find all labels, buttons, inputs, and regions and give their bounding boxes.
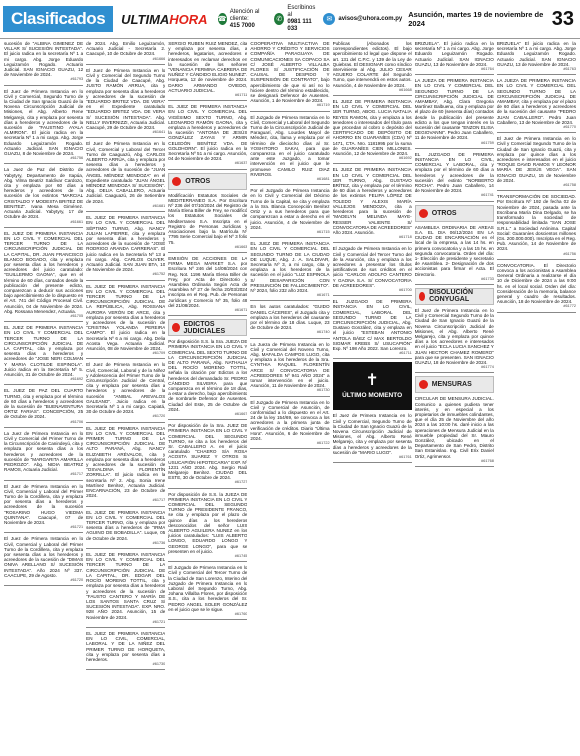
classified-ad [168, 193, 247, 253]
classified-ad [168, 565, 247, 620]
classified-ad [333, 99, 412, 164]
section-label: MENSURAS [431, 381, 472, 389]
page-number: 33 [551, 7, 574, 30]
ad-code: #61720 [70, 578, 84, 583]
column-1 [4, 41, 83, 752]
classified-ad [333, 41, 412, 96]
mail-icon: ✉ [323, 13, 335, 25]
classified-ad [497, 78, 576, 133]
section-header-otros [415, 205, 494, 222]
ad-code: #61692 [399, 156, 412, 161]
ad-code: #61760 [234, 612, 248, 617]
ad-code: #61681 [152, 203, 166, 208]
ad-text: sucesión de "ALBINA GIMENEZ DE VILLAR S/ SUCESIÓN INTESTADA". El juicio radica en la secretaría Nº 1 a mi cargo. Abg. Jorge Eduardo Leguizamón Rogado. Actuario Judicial. SAN IGNACIO GUAZU, 12 de Noviembre de 2024. [4, 41, 84, 78]
ad-text: Por el Juzgado de Primera Instancia en lo Civil y Comercial del Décimo Turno de la Capital, se cita y emplaza a la Sra. Blanca Concepción Benítez Ortiz y a sus herederos para que comparezcan a estar a derecho en el juicio. Asunción, 4 de Noviembre de 2024. [250, 188, 330, 230]
contact-info [218, 5, 409, 33]
ad-code: #61759 [481, 140, 494, 145]
ad-code: #61730 [152, 662, 166, 667]
ad-text: EL JUEZ DE PRIMERA INSTANCIA EN LO CIVIL Y COMERCIAL DEL 1ER TURNO, Abg. GUSTAVO BRÍTEZ, cita y emplaza por el término de 60 días a herederos y acreedores de los extintos FELIPA LÓPEZ DE TOLEDO Y ALEXIS MARÍA VALLEJOS MENDOZA, cita a herederos para la sucesión de "MADELYN MELINDA MAYE-RESSER VALIENTE S/ CONVOCATORIA DE ACREEDORES" Año 2024. Asunción. [332, 167, 412, 235]
classified-ad [168, 492, 247, 563]
classified-ad [86, 141, 165, 212]
ad-text: COOPERATIVA MULTIACTIVA DE AHORRO Y CRÉDITO Y SERVICIOS COMPAÑÍA PARAGUAYA DE COMUNICACIONES SA COPACO SA C/ JOSÉ ALBERTO VILLALBA FLORES S/ JUSTIFICACIÓN DE CAUSAL DE DESPIDO Y SUSPENSIÓN DE CONTRATO", bajo apercibimiento de que si así no lo hiciere dentro del término establecido, se designará Defensor de Ausentes. Asunción, 1 de Noviembre de 2024. [250, 41, 330, 104]
ad-code: #61721 [70, 525, 84, 530]
ad-code: #61793 [70, 77, 84, 82]
ad-code: #61727 [234, 480, 248, 485]
ad-code: #61661 [70, 219, 84, 224]
ad-text: Por disposición de la Sra. JUEZ DE PRIMERA INSTANCIA EN LO CIVIL Y COMERCIAL DEL SEGUNDO TURNO, se cita a los herederos del Sr. CABALLERO A. en el juicio caratulado "CHAERO S/A ROSA ACOSTA SUAREZ Y OTROS S/ USUCAPIÓN HIPOTECARIA" EXP. Nº 1231 AÑO 2024. Abg. Sergio Raúl Melgarejo Benítez. CIUDAD DEL ESTE, 30 de Octubre de 2024. [168, 423, 248, 481]
ad-code: #61772 [563, 304, 576, 309]
column-6 [415, 41, 494, 752]
ad-text: El Juzgado de Primera Instancia en lo Civil y Comercial de Asunción, de conformidad a lo dispuesto en el Art. 24 de la ley 154/69, se convoca a los acreedores a la primera junta de verificación de créditos. Diario "Última Hora". Asunción, 6 de Noviembre de 2024. [250, 399, 330, 442]
cross-icon: ✝ [365, 372, 379, 390]
ad-text: Por disposición S.S. la Sra. JUEZA DE PRIMERA INSTANCIA EN LO CIVIL Y COMERCIAL DEL SEXTO TURNO DE LA CIRCUNSCRIPCIÓN JUDICIAL DE ALTO PARANÁ, Abg. NATHALIA DEL ROCÍO MORENO TOTTIL, señala la citación por Edictos a los herederos del demandado Sr. PEDRO CÁNDIDO SILVEIRA para que comparezca en el término de 18 días, a estar a derecho, bajo apercibimiento de nombrarle Defensor de Ausentes. Ciudad del Este, 25 de Octubre de 2024. [168, 339, 248, 412]
classified-ad [415, 225, 494, 285]
whatsapp-icon: ✆ [274, 13, 284, 25]
ad-code: #61745 [234, 554, 248, 559]
ads-phone[interactable]: 0981 111 033 [287, 19, 312, 32]
ad-text: En los autos caratulados: "GUIDO DANIEL CÁCERES", el Juzgado cita y emplaza a los herederos del causante por el término de 18 días. Luque, 23 de Octubre de 2024. [250, 304, 330, 331]
classified-ad [415, 41, 494, 75]
ad-text: El Juez de Primera Instancia en lo Civil y Comercial Segundo Turno de la Ciudad de San Ignacio Guazú, cita y emplaza por quince días a los acreedores e interesados en el juicio "ROQUE DAVID RAMOS Y LEONOR MARÍA DE JESÚS VEGA". SAN IGNACIO GUAZU, 15 de Noviembre de 2024. [496, 136, 576, 183]
classified-ad [168, 256, 247, 316]
classified-ad [250, 342, 329, 397]
ad-code: #61717 [70, 472, 84, 477]
classified-ad [86, 426, 165, 507]
ad-code: #61768 [481, 458, 494, 463]
classified-ad [4, 167, 83, 227]
ad-code: #61641 [152, 130, 166, 135]
ad-text: EL JUEZ DE PRIMERA INSTANCIA EN LO CIVIL Y COMERCIAL DEL 1ER TURNO, ABOG. LUCIA NATALIA REYES RAMON, cita y emplaza a los tenedores o interesados del título para que procedan al cobro o depósito del CERTIFICADO DE DEPÓSITO DE AHORRO EN GUARANÍES (CDA) Nº 1471, CTA. Nro. 1181995 por la suma de GUARANÍES CIEN MILLONES. Asunción, 12 de Noviembre de 2024. [332, 99, 412, 157]
section-bullet-icon [172, 323, 179, 332]
ad-code: #61705 [70, 313, 84, 318]
ad-text: El Juez de Primera Instancia en lo Civil, Comercial y Laboral del Primer Turno de la Cordillera, cita y emplaza por sesenta días a herederos y acreedores de la sucesión "ROSARINO HUGO VIEDMA QUINTANA". Caacupé, 07 de Noviembre de 2024. [4, 483, 84, 526]
classified-ad [250, 188, 329, 238]
ad-code: #61736 [152, 540, 166, 545]
ad-text: EL JUEZ DE PRIMERA INSTANCIA EN LO CIVIL, COMERCIAL, LABORAL Y DE LA NIÑEZ DEL PRIMER TURNO DE HORQUETA, cita y emplaza por sesenta días a herederos. [86, 630, 166, 662]
section-label: OTROS [431, 209, 457, 217]
ad-text: EL JUEZ DE PAZ DEL CUARTO TURNO, cita y emplaza por el término de 60 días a herederos y acreedores de la sucesión de "BUENAVENTURA ORTIZ FARIAS". CONCEPCIÓN, 25 de Octubre de 2024. [4, 388, 84, 420]
section-bullet-icon [419, 292, 425, 301]
attention-label: Atención al cliente: [229, 8, 260, 22]
column-5 [333, 41, 412, 752]
attention-phone[interactable]: 415 7000 [229, 22, 255, 29]
ad-text: Publicas (Abonados los correspondientes edictos). El bajo apercibimiento Id legal que dispone el art. 131 del C.P.C. y 139 de la Ley de Quiebras. El DESIGNAR como síndico interviniente al Abg. JULIO CESAR AGUERO COLARTE del Segundo Turno, que intervendrá en estos autos. Asunción, 4 de Noviembre de 2024. [332, 41, 412, 88]
ad-text: Modificación Estatutos Sociales de MEDITERRANEO S.A. Por Escritura Nº 236 del 07/10/2024 del Registro de María Elena Biller de Frey, se modificó los Estatutos Sociales de Mediterraneo S.A. Inscripta en el Registro de Personas Jurídicas y Asociaciones bajo la Matrícula Nº 7795 Serie Comercial bajo el Nº 3 folio 75. [168, 192, 248, 245]
section-bullet-icon [419, 380, 428, 389]
ad-text: EL JUEZ DE PRIMERA INSTANCIA EN LO CIVIL Y COMERCIAL DEL TERCER TURNO DE LA CIRCUNSCRIPCIÓN JUDICIAL DE LA REPÚBLICA, Abg. ROSSANA AURORA VERÓN DE ARCE, cita y emplaza por sesenta días a herederos y acreedores de la sucesión de "CRISTINA YOLANDA PEREIRA CAMPO". El juicio radica en la Secretaría Nº 6 a mi cargo. Abg. Delia Acosta Vega. Actuaria Judicial. Asunción, 08 de Noviembre de 2024. [86, 283, 166, 351]
classified-ad [4, 484, 83, 534]
ad-text: EL JUEZ DE PRIMERA INSTANCIA EN LO CIVIL Y COMERCIAL DEL TERCER TURNO DE LA CIRCUNSCRIPCIÓN JUDICIAL DE LA CAPITAL, DR. EDGAR DEL ROCÍO MORENO TOTTIL, cita y emplaza por sesenta días a herederos y acreedores de la sucesión de "FAUSTO CANTERO Y MARÍA DE LOS SANTOS SANTA CRUZ S/ SUCESIÓN INTESTADA". EXP. NRO. 928 AÑO 2024. Asunción, 15 de Noviembre de 2024. [86, 552, 166, 620]
classified-ad [4, 325, 83, 385]
ad-text: La Jueza de Primera Instancia en lo Civil y Comercial del Noveno Turno, Abg. MAFALDA CAMPOS LUGO, cita y emplaza a los herederos de la Sra. CYNTHIA RAQUEL FLORENTÍN ARCE S/ CONVOCATORIA DE ACREEDORES Nº 941 AÑO 2024" a tomar intervención en el juicio. Asunción, 11 de Noviembre de 2024. [250, 341, 330, 389]
ad-text: El Juzgado de Primera Instancia en lo Civil, Comercial y Laboral del Segundo Turno de la Circunscripción Judicial de Paraguarí, Abg. Lourdes Mayol de Méndez, cita, llama y emplaza por el término de dieciocho días al Sr. YOSHITORO SAKAI, para que comparezca en el juicio caratulado ante este Juzgado, a tomar intervención en el juicio que le promueve CAMILO RUIZ DIAZ RIVEROS. [250, 114, 330, 177]
ad-text: EL JUEZ DE PRIMERA INSTANCIA EN LO CIVIL Y COMERCIAL DEL SÉPTIMO TURNO, Abg. NANCY JULIAN LAPIERRE, cita y emplaza por sesenta días a herederos y acreedores de la sucesión de "JOSÉ RODRIGO ARANDA CARRERAS". El juicio radica en la Secretaría Nº 13 a mi cargo. Abg. CARLOS OLIVER. Actuario Judicial. SAN JUAN BTA, 10 de Noviembre de 2024. [86, 215, 166, 273]
ad-code: #61637 [234, 161, 248, 166]
ad-text: CONVOCATORIA. El Directorio convoca a los accionistas a Asamblea General Ordinaria a realizarse el día 10 de Diciembre de 2024 a las 9:00 hs. en el local social. Orden del día: Consideración de la memoria, balance general y cuadro de resultados. Asunción, 18 de Noviembre de 2024. [496, 262, 576, 305]
classified-ad [497, 136, 576, 191]
classified-ad [333, 167, 412, 243]
classified-ad [168, 104, 247, 169]
ad-code: #61741 [481, 193, 494, 198]
classified-ad [168, 339, 247, 420]
ad-text: El Juez de Primera Instancia en lo Civil, Comercial y Laboral del Primer Turno de la Cordillera, cita y emplaza por sesenta días a los herederos y acreedores de la sucesión de "DIMAS ONIVA ARELLANO S/ SUCESIÓN INTESTADA". Año 2024 Nº 337. CAACUPE, 29 de Agosto. [4, 536, 84, 578]
ad-text: La Juez de Primera Instancia en lo Civil y Comercial del Primer Turno de la Circunscripción de Canindeyú, cita y emplaza por sesenta días a los herederos y acreedores de la sucesión de "MARGARITA AMARILLA PEDROZO". Abg. NIDIA BEATRIZ RAMOS, Actuaria Judicial. [4, 430, 84, 473]
classified-ad [250, 241, 329, 301]
ad-code: #61722 [316, 441, 330, 446]
ad-code: #61730 [316, 388, 330, 393]
ad-text: BRIZUELA". El juicio radica en la secretaría Nº 1 a mi cargo. Abg. Jorge Eduardo Leguizamón Rogado. Actuario Judicial. SAN IGNACIO GUAZU, 13 de Noviembre de 2024. [414, 41, 494, 67]
ad-text: El Juzgado de Primera Instancia en lo Civil y Comercial del Tercer Turno del de la Asunción, cita y emplaza a los acreedores a presentar los títulos justificativos de sus créditos en el juicio "CARLOS ADOLFO CANTERO Y GAONA S.A. S/ CONVOCATORIA DE ACREEDORES". [332, 246, 412, 288]
ad-text: El Juez de Primera Instancia en lo Civil y Comercial, Segundo Turno de la Ciudad de San Ignacio Guazú de la Novena Circunscripción Judicial de Misiones, el Abg. Alberto Rene Melgarejo, cita y emplaza por sesenta días a herederos y acreedores de la sucesión de "FAUSTINO AYALA ALMIRON". El juicio radica en la secretaría Nº 1 a mi cargo. Abg. Jorge Eduardo Leguizamón Rogado. Actuario Judicial. SAN IGNACIO GUAZU, 8 de Noviembre de 2024. [4, 88, 84, 157]
section-label: EDICTOS JUDICIALES [183, 320, 226, 335]
ad-text: SERGIO RUBEN RUIZ MENDEZ, cita y emplaza por sesenta días, a herederos, legatarios, acreedores e interesados en reclamar derechos en la sucesión de los señores "VENANCIA FERMINA CABRERA DE NUÑEZ Y CÁNDIDO ELIGIO NUNEZ". Horqueta, 12 de noviembre de 2024. DARIO ARMANDO OVIEDO, ACTUARIO JUDICIAL. [168, 41, 248, 93]
ad-code: #61720 [152, 414, 166, 419]
classified-ad [4, 388, 83, 427]
ad-code: #61756 [70, 156, 84, 161]
logo-accent: HORA [169, 11, 208, 27]
ad-text: TRANSFORMACIÓN DE SOCIEDAD. Por Escritura Nº 192 de fecha 02 de Noviembre de 2024, pasada ante la Escribana María Dina Delgado, se ha transformado la sociedad de responsabilidad limitada "SAN JOSE S.R.L." a Sociedad Anónima. Capital Social: Guaraníes doscientos millones (Gs. 200.000.000). Inscripta en el Reg. Pub. Asunción, 14 de Noviembre de 2024. [496, 194, 576, 252]
classified-ad [333, 246, 412, 296]
ads-label: Escríbinos al [287, 5, 316, 18]
ad-code: #61752 [152, 272, 166, 277]
ad-text: El Juez de Primera Instancia en lo Civil y Comercial, Segundo Turno de la Ciudad de San Ignacio Guazú de la Novena Circunscripción Judicial de Misiones, el Abg. Alberto René Melgarejo, cita y emplaza por sesenta días a herederos y acreedores de la sucesión de "MARIO LUGO". [332, 413, 412, 455]
obituary-title: ÚLTIMO MOMENTO [342, 392, 403, 400]
logo-main: ULTIMA [121, 11, 170, 27]
classified-ad [86, 631, 165, 670]
ad-text: de 2024. Abg. Emilio Leguizamón, Actuario Judicial - Secretaría 2. Caacupé, 10 de Octubre de 2024. [86, 41, 166, 57]
ad-code: #61718 [399, 235, 412, 240]
classified-ad [497, 263, 576, 313]
classified-ad [4, 41, 83, 86]
ad-text: El Juez de Primera Instancia en lo Civil y Comercial Segundo Turno de la Ciudad de San Ignacio Guazú de la Novena Circunscripción Judicial de Misiones, el Abg. Alberto René Melgarejo, cita y emplaza por quince días a los acreedores e interesados en el juicio "ECLA LUCIA SANCHEZ Y JUAN HECTOR CHAMEZ ROMERO" para que se presenten. SAN IGNACIO GUAZU, 18 de Noviembre de 2024. [414, 307, 494, 365]
phone-icon: ☎ [218, 13, 227, 25]
ad-code: #61733 [481, 276, 494, 281]
classified-ad [4, 231, 83, 322]
classified-ad [86, 284, 165, 360]
classified-ad [86, 41, 165, 65]
ad-code: #61770 [563, 125, 576, 130]
ad-text: EL JUEZ DE PRIMERA INSTANCIA EN LO CIVIL Y COMERCIAL DEL SEGUNDO TURNO DE LA CIUDAD DE LUQUE, Abg. J. A. SALDIVAR, Secretaría Nº 3, a mi cargo, cita y emplaza a los herederos de la sucesión en el juicio "LUZ ESPINOLA S/ DESAPARICIÓN CON PRESUNCIÓN DE FALLECIMIENTO". Nº 2024, folio 232 año 2024. [250, 241, 330, 293]
ad-code: #61668 [399, 87, 412, 92]
column-2 [86, 41, 165, 752]
email-link[interactable]: avisos@uhora.com.py [338, 15, 403, 22]
section-header-otros [168, 173, 247, 190]
ad-text: EMISIÓN DE ACCIONES DE LA FIRMA MEGA MARKET S.A. por Escritura Nº 246 del 14/08/2024 con Reg. Not. 1196 María Elena Biller de Frey, por Acta de Directorio y Asamblea Ordinaria Según Acta de Asamblea Nº 27 de fecha 20/03/2024 inscripta en el Reg. Pub. de Personas Jurídicas y Comercio Nº 35, folio 48 del 21/08/2024. [168, 255, 248, 308]
ad-code: #61700 [399, 287, 412, 292]
classified-ad [415, 152, 494, 202]
ad-code: #61717 [152, 498, 166, 503]
ad-text: EL JUEZ DE PRIMERA INSTANCIA EN LO CIVIL Y COMERCIAL DEL PRIMER TURNO DE LA CIRCUNSCRIPCIÓN JUDICIAL DE ALTO PARANÁ, Abg. NANCY ELIZABETH ARÉVALOS, cita y emplaza por sesenta días a herederos y acreedores de la sucesión de "OSVALDINA FLORENTÍN ZORRILLA". El juicio radica en la secretaría Nº 2. Abg. Sonia Irene Martínez Benítez, Actuaria Judicial. ENCARNACIÓN, 23 de Octubre de 2024. [86, 425, 166, 499]
ad-code: #61719 [316, 103, 330, 108]
ad-code: #61764 [481, 67, 494, 72]
ad-text: EL JUEZ DE PRIMERA INSTANCIA EN LO CIVIL Y COMERCIAL DEL TERCER TURNO DE LA CIRCUNSCRIPCIÓN JUDICIAL DE LA CAPITAL, cita y emplaza por sesenta días a herederos y acreedores de "JOSE NERI COLMAN Y MARIA CLOTILDE ESPINOLA". Juicio radica en la Secretaría Nº 5. Asunción, 31 de Octubre de 2024. [4, 325, 84, 377]
classified-ad [86, 68, 165, 139]
ad-code: #61666 [152, 56, 166, 61]
classified-ad [168, 423, 247, 488]
ad-text: EL JUEZ DE PRIMERA INSTANCIA EN LO CIVIL Y COMERCIAL DEL VIGÉSIMO SEXTO TURNO, Abg. LEONARDO RAMÓN GAONA, cita y emplaza a herederos y acreedores de la sucesión "ANTONIA DE JESÚS GONZÁLEZ ZAYAS Y ARMIN CELEDÓN BENÍTEZ VDA. DE GOLDHORN". El juicio radica en la Secretaría Nº 51 a mi cargo. Asunción, 04 de Noviembre de 2024. [168, 104, 248, 162]
classified-ad [86, 215, 165, 280]
classified-ad [497, 194, 576, 259]
ad-code: #61663 [234, 244, 248, 249]
ad-code: #61709 [152, 351, 166, 356]
ads-block [274, 5, 317, 33]
section-label: DISOLUCIÓN CONYUGAL [429, 289, 474, 304]
classified-ad [86, 552, 165, 628]
ad-text: CIRCULAR DE MENSURA JUDICIAL. Comunico a quienes pudiera tener interés, y en especial a los propietarios de inmuebles colindantes, que el día 25 de Noviembre del año 2024 a las 10:00 hs. daré inicio a las operaciones de Mensura Judicial en la inmueble propiedad del Sr. Mauro González, ubicado en el Departamento de San Pedro, Distrito San Estanislao. Ing. Civil Erix Daniel Ortiz, Agrimensor. [414, 396, 494, 459]
ad-columns [4, 41, 576, 752]
classified-ad [415, 308, 494, 373]
section-header-mensuras [415, 376, 494, 393]
classified-ad [333, 413, 412, 463]
ad-text: El Juzgado de Primera Instancia en lo Civil y Comercial del Tercer Turno de la Ciudad de San Lorenzo, Interino del Juzgado de Primera Instancia en lo Laboral del Segundo Turno, Abg. Johana Villalba Flores, por disposición S.S., cita a los herederos del Sr. PEDRO ANGEL SOLER GONZÁLEZ en el juicio que se le sigue. [168, 565, 248, 612]
classified-ad [250, 400, 329, 450]
classified-ad [250, 115, 329, 186]
obituary-banner [333, 362, 412, 410]
ad-code: #61681 [316, 177, 330, 182]
ad-code: #61715 [316, 229, 330, 234]
email-block [323, 13, 402, 25]
ad-text: EL JUZGADO DE PRIMERA INSTANCIA EN LO CIVIL, COMERCIAL Y LABORAL, cita y emplaza por el término de 60 días a herederos y acreedores de la sucesión del extinto "NORBERTO ROCHA". Pedro Juan Caballero, 14 de Noviembre de 2024. [414, 151, 494, 194]
ad-text: LA JUEZA DE PRIMERA INSTANCIA EN LO CIVIL Y COMERCIAL DEL SEGUNDO TURNO DE LA CIRCUNSCRIPCIÓN JUDICIAL DE AMAMBAY, cita y emplaza por el plazo de 60 días a herederos y acreedores de la sucesión del causante "PEDRO JUAN CABALLERO". Pedro Juan Caballero, 13 de Noviembre de 2024. [496, 78, 576, 125]
ad-text: Por disposición de S.S. la JUEZA DE PRIMERA INSTANCIA EN LO CIVIL Y COMERCIAL DEL SEGUNDO TURNO de PRESIDENTE FRANCO, se cita y emplaza por el plazo de quince días a los herederos desconocidos del señor LUIS ALBERTO AGUILERA NUNEZ en los juicios caratulados: "LUIS ALBERTO LONGO, EDUARDO LONGO Y GEORGE LONGO", para que se presenten en el juicio. [168, 491, 248, 554]
ad-code: #61692 [70, 377, 84, 382]
ad-code: #61763 [563, 67, 576, 72]
newspaper-logo [121, 12, 207, 27]
ad-code: #61711 [235, 93, 248, 98]
section-title: Clasificados [3, 6, 113, 32]
dateline: Asunción, martes 19 de noviembre de 2024 [408, 10, 544, 28]
classified-ad [86, 362, 165, 422]
ad-code: #61667 [234, 411, 248, 416]
ad-text: BRIZUELA" El juicio radica en la secretaría Nº 1 a mi cargo. Abg. Jorge Eduardo Leguizamón Rogado. Actuario Judicial. SAN IGNACIO GUAZU, 13 de Noviembre de 2024. [496, 41, 576, 67]
ad-code: #61758 [563, 183, 576, 188]
ad-text: EL JUEZ DE PRIMERA INSTANCIA EN LO CIVIL Y COMERCIAL DEL TERCER TURNO DE LA CIRCUNSCRIPCIÓN JUDICIAL DE LA CAPITAL, DR. JUAN FRANCISCO BLANCO BOGADO, cita y emplaza por sesenta días a los herederos y acreedores del juicio caratulado: "GUILLERMO GAONA", que en el término de 60 días, contados desde la publicación del presente edicto, comparezcan a deducir sus acciones bajo apercibimiento de lo dispuesto en el Art. 741 del Código Procesal Civil. Asunción, 04 de Noviembre de 2024. Abg. Rossana Menendez, Actuaria. [4, 230, 84, 314]
section-bullet-icon [172, 177, 181, 186]
classified-ad [4, 431, 83, 481]
ad-code: #61671 [316, 293, 330, 298]
section-label: OTROS [185, 177, 211, 185]
classified-ad [497, 41, 576, 75]
ad-code: #61706 [70, 419, 84, 424]
classified-ad [250, 41, 329, 112]
column-7 [497, 41, 576, 752]
ad-code: #61671 [234, 307, 248, 312]
ad-text: ASAMBLEA ORDINARIA DE AREAS S.A. EL DIA 06/12/2024 EN LA CIUDAD DE ENCARNACIÓN en el local de la empresa, a las 14 hs. en primera convocatoria y a las 15 hs. en segunda convocatoria. Orden del día: 1- Elección de presidente y secretario de Asamblea. 2- Designación de dos accionistas para firmar el Acta. El Directorio. [414, 224, 494, 277]
ad-code: #61740 [316, 330, 330, 335]
classified-ad [250, 304, 329, 338]
page-header [0, 0, 580, 39]
ad-code: #61774 [481, 365, 494, 370]
section-bullet-icon [419, 209, 428, 218]
classified-ad [415, 396, 494, 467]
ad-code: #61721 [152, 619, 166, 624]
classified-ad [86, 510, 165, 549]
classified-ad [333, 299, 412, 359]
ad-text: El Juez de Primera Instancia en lo Civil, Comercial y Laboral del Tercer Turno de Caaguazú, Abg. CARLOS ALBERTO ARRÚA, cita y emplaza por sesenta días a herederos y acreedores de la sucesión de "JUAN ÁNGEL MÉNDEZ MENDOZA" en el Expediente caratulado "JUAN ÁNGEL MÉNDEZ MENDOZA S/ SUCESIÓN". Abg. DELIA CABALLERO, Actuaria Judicial. Caaguazú, 26 de Setiembre de 2024. [86, 141, 166, 204]
ad-text: La Juez de Paz del Distrito de Yabytyry, Departamento de Itapúa, Abg. Vilma Beatriz Saldívar Cardozo, cita y emplaza por 60 días a herederos y acreedores de la sucesión de los extintos "MARCIAL CRISTALDO Y MODESTA BRITEZ DE BENITEZ". Ivana Mesa Giménez. Actuaria Judicial. Yabytyry, 17 de Octubre de 2024. [4, 167, 84, 220]
ad-text: El Juez de Primera Instancia en lo Civil, Comercial, Laboral y de la Niñez y Adolescencia del Primer Turno de la Circunscripción Judicial de Central, cita y emplaza por sesenta días a herederos y acreedores de la sucesión "ANIBAL AREVALOS GALEANO". Juicio radica en la Secretaría Nº 1 a mi cargo. Capiatá, 30 de Octubre de 2024. [86, 362, 166, 415]
classified-ad [4, 536, 83, 586]
ad-code: #61711 [399, 351, 412, 356]
ad-code: #61761 [399, 455, 412, 459]
column-4 [250, 41, 329, 752]
section-header-edictos [168, 319, 247, 336]
classified-ad [168, 41, 247, 101]
section-header-disolucion [415, 288, 494, 305]
ad-text: EL JUZGADO DE PRIMERA INSTANCIA EN LO CIVIL, COMERCIAL, LABORAL DEL SEGUNDO TURNO DE LA CIRCUNSCRIPCIÓN JUDICIAL, Abg. Gustavo González, cita y emplaza en el juicio "ESTEBAN ANTONIO ANTOLA BÁEZ C/ MAX BERTOLDO SIGMAR KREBS S/ USUCAPIÓN" Exp. Nº 198 Año 2022. San Lorenzo. [332, 299, 412, 351]
classified-ad [415, 78, 494, 149]
classified-ad [4, 89, 83, 165]
ad-text: EL JUEZ DE PRIMERA INSTANCIA EN LO CIVIL Y COMERCIAL DEL TERCER TURNO, cita y emplaza por sesenta días a herederos de "IRMA AGUINO DE BOBADILLA". Luque, 05 de Octubre de 2024. [86, 509, 166, 541]
ad-text: El Juez de Primera Instancia en lo Civil y Comercial del Segundo Turno de la Ciudad de Caacupé, Abg. JUSTO RAMÓN ARRUA, cita y emplaza por sesenta días a herederos y acreedores de la sucesión de "EDUARDO BRITEZ VDA. DE VERA" en el Expediente caratulado "EDUARDO BRITEZ VDA. DE VERA S/ SUCESIÓN INTESTADA". Abg. NELLY INVERNIZZI, Actuaria Judicial. Caacupé, 29 de Octubre de 2024. [86, 67, 166, 131]
ad-code: #61756 [563, 251, 576, 256]
ad-text: LA JUEZA DE PRIMERA INSTANCIA EN LO CIVIL Y COMERCIAL DEL SEGUNDO TURNO DE LA CIRCUNSCRIPCIÓN JUDICIAL DE AMAMBAY, Abg. Clara Gregoria Martínez Balbuena, cita y emplaza por el plazo de 60 (sesenta días) contados desde la publicación del presente edicto a los que tengan interés en la sucesión del causante "ENZON ELISA DEGIOVANNI". Pedro Juan Caballero, 11 de Noviembre de 2024. [414, 78, 494, 141]
attention-block [218, 9, 269, 30]
column-3 [168, 41, 247, 752]
